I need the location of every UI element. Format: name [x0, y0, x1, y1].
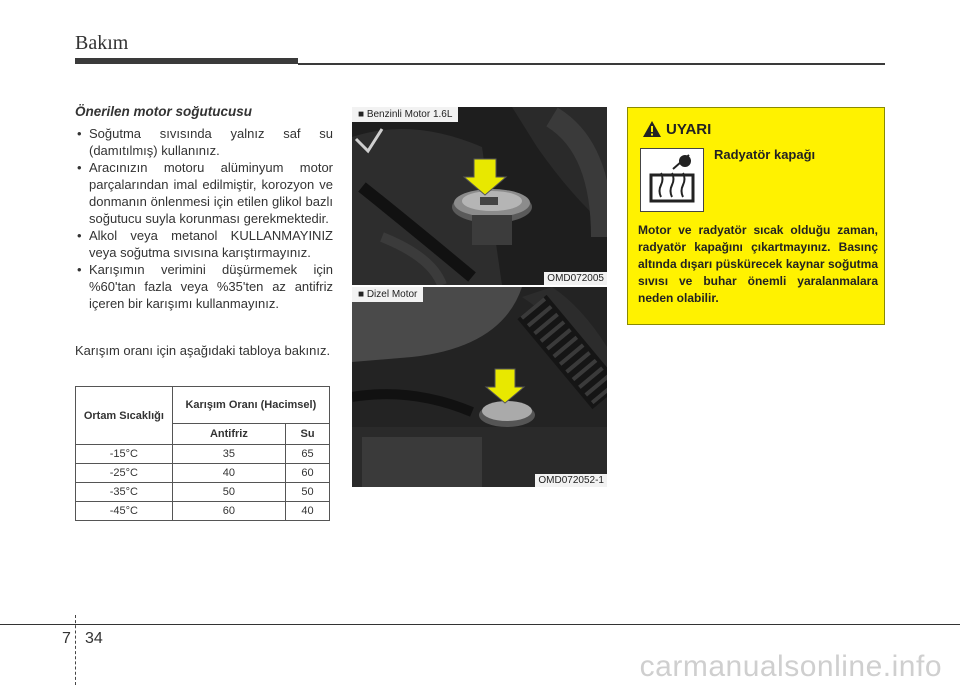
watermark: carmanualsonline.info: [639, 650, 942, 683]
page-number: 34: [85, 630, 103, 647]
gasoline-engine-photo: [352, 107, 607, 285]
warning-subtitle: Radyatör kapağı: [714, 147, 816, 162]
header-rule-thin: [298, 63, 885, 65]
radiator-hot-icon: [640, 148, 704, 212]
bullet-item: • Alkol veya metanol KULLANMAYINIZ veya soğutma sıvısına karıştırmayınız.: [75, 227, 333, 261]
diesel-engine-photo: [352, 287, 607, 487]
cell-water: 60: [286, 464, 330, 483]
header-mix-ratio: Karışım Oranı (Hacimsel): [172, 387, 329, 424]
section-heading: Önerilen motor soğutucusu: [75, 104, 253, 119]
cell-water: 65: [286, 445, 330, 464]
mix-ratio-table: [75, 386, 330, 521]
coolant-bullet-list: [75, 125, 333, 312]
warning-triangle-icon: [642, 120, 662, 138]
cell-antifreeze: 60: [172, 502, 285, 521]
warning-box: [627, 107, 885, 325]
diesel-engine-illustration: [352, 287, 607, 487]
cell-antifreeze: 35: [172, 445, 285, 464]
cell-temp: -25°C: [76, 464, 173, 483]
photo-code: OMD072052-1: [535, 474, 607, 487]
bullet-item: • Soğutma sıvısında yalnız saf su (damıtılmış) kullanınız.: [75, 125, 333, 159]
warning-text: Motor ve radyatör sıcak olduğu zaman, radyatör kapağını çıkartmayınız. Basınç altında dışarı püskürecek kaynar soğutma sıvısı ve buhar önemli yaralanmalara neden olabilir.: [638, 223, 878, 305]
footer-rule: [0, 624, 960, 625]
table-row: [76, 502, 330, 521]
mix-ratio-paragraph: Karışım oranı için aşağıdaki tabloya bakınız.: [75, 343, 331, 358]
table-row: [76, 483, 330, 502]
cell-antifreeze: 40: [172, 464, 285, 483]
cell-temp: -15°C: [76, 445, 173, 464]
cell-temp: -35°C: [76, 483, 173, 502]
cell-water: 50: [286, 483, 330, 502]
table-row: [76, 445, 330, 464]
photo-label: ■ Benzinli Motor 1.6L: [352, 107, 458, 122]
table-row: [76, 464, 330, 483]
header-water: Su: [286, 424, 330, 445]
bullet-item: • Karışımın verimini düşürmemek için %60'tan fazla veya %35'ten az antifriz içeren bir karışımı kullanmayınız.: [75, 261, 333, 312]
gasoline-engine-illustration: [352, 107, 607, 285]
header-rule-thick: [75, 58, 298, 64]
warning-title: UYARI: [666, 121, 712, 138]
page-header-title: Bakım: [75, 32, 129, 54]
cell-water: 40: [286, 502, 330, 521]
footer-divider: [75, 615, 76, 685]
cell-temp: -45°C: [76, 502, 173, 521]
bullet-item: • Aracınızın motoru alüminyum motor parçalarından imal edilmiştir, korozyon ve donmanın önlenmesi için etilen glikol bazlı soğutucu suyla korunması gerekmektedir.: [75, 159, 333, 227]
photo-code: OMD072005: [544, 272, 607, 285]
header-antifreeze: Antifriz: [172, 424, 285, 445]
section-number: 7: [62, 630, 71, 647]
photo-label: ■ Dizel Motor: [352, 287, 423, 302]
cell-antifreeze: 50: [172, 483, 285, 502]
header-ambient-temp: Ortam Sıcaklığı: [76, 387, 173, 445]
